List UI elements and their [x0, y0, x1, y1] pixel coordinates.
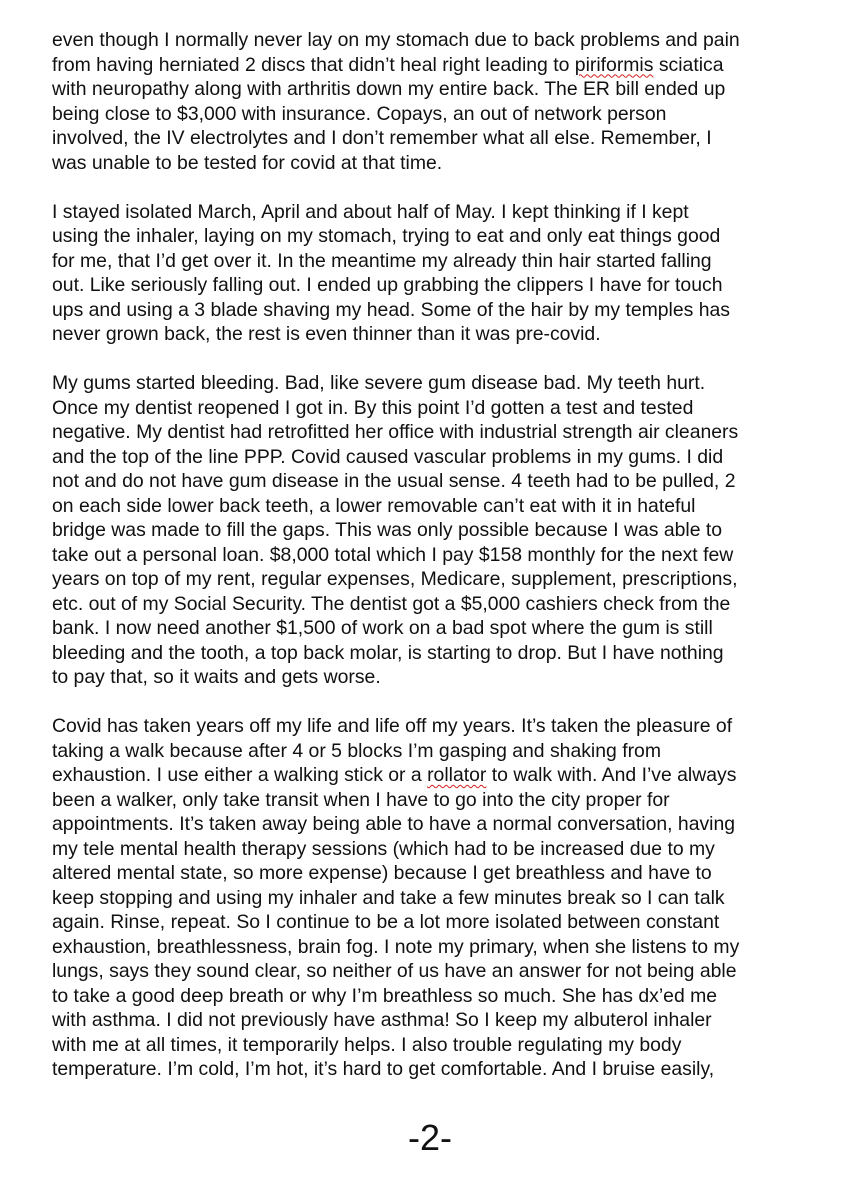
text-line [52, 371, 852, 396]
text-line [52, 77, 852, 102]
text-line [52, 396, 852, 421]
text-line [52, 224, 852, 249]
text-segment: I stayed isolated March, April and about half of May. I kept thinking if I kept [52, 200, 689, 223]
text-segment: not and do not have gum disease in the usual sense. 4 teeth had to be pulled, 2 [52, 470, 736, 492]
text-line [52, 273, 852, 298]
text-line [52, 641, 852, 666]
text-line [52, 959, 852, 984]
text-line [52, 665, 852, 690]
text-line [52, 445, 852, 470]
paragraph [52, 28, 852, 175]
text-line [52, 812, 852, 837]
text-segment: with me at all times, it temporarily helps. I also trouble regulating my body [52, 1033, 682, 1056]
text-segment: taking a walk because after 4 or 5 blocks I’m gasping and shaking from [52, 739, 661, 762]
text-line [52, 543, 852, 568]
text-segment: Covid has taken years off my life and life off my years. It’s taken the pleasure of [52, 715, 733, 737]
text-line [52, 788, 852, 813]
text-segment: again. Rinse, repeat. So I continue to be a lot more isolated between constant [52, 911, 720, 933]
text-line [52, 518, 852, 543]
text-segment: my tele mental health therapy sessions (which had to be increased due to my [52, 837, 715, 860]
text-line [52, 592, 852, 617]
text-segment: to take a good deep breath or why I’m breathless so much. She has dx’ed me [52, 984, 718, 1007]
text-segment: bleeding and the tooth, a top back molar, is starting to drop. But I have nothing [52, 641, 724, 664]
text-segment: exhaustion, breathlessness, brain fog. I note my primary, when she listens to my [52, 935, 740, 958]
text-segment: involved, the IV electrolytes and I don’t remember what all else. Remember, I [52, 127, 712, 149]
text-segment: on each side lower back teeth, a lower removable can’t eat with it in hateful [52, 494, 696, 517]
text-line [52, 1057, 852, 1082]
text-line [52, 886, 852, 911]
text-segment: years on top of my rent, regular expenses, Medicare, supplement, prescriptions, [52, 568, 738, 590]
text-line [52, 102, 852, 127]
text-line [52, 298, 852, 323]
text-segment: sciatica [653, 53, 724, 76]
text-line [52, 1008, 852, 1033]
text-segment: negative. My dentist had retrofitted her office with industrial strength air cleaners [52, 421, 739, 443]
text-segment: My gums started bleeding. Bad, like severe gum disease bad. My teeth hurt. [52, 372, 706, 394]
text-segment: with asthma. I did not previously have asthma! So I keep my albuterol inhaler [52, 1009, 712, 1031]
paragraph [52, 200, 852, 347]
text-segment: ups and using a 3 blade shaving my head. Some of the hair by my temples has [52, 298, 730, 321]
text-segment: even though I normally never lay on my stomach due to back problems and pain [52, 29, 740, 51]
text-segment: with neuropathy along with arthritis down my entire back. The ER bill ended up [52, 78, 726, 100]
text-segment: using the inhaler, laying on my stomach, trying to eat and only eat things good [52, 225, 721, 247]
text-segment: exhaustion. I use either a walking stick or a [52, 764, 428, 786]
text-line [52, 837, 852, 862]
text-segment: to pay that, so it waits and gets worse. [52, 666, 381, 688]
text-line [52, 200, 852, 225]
text-line [52, 616, 852, 641]
text-segment: out. Like seriously falling out. I ended up grabbing the clippers I have for touch [52, 274, 723, 296]
text-line [52, 910, 852, 935]
text-segment: to walk with. And I’ve always [486, 764, 737, 786]
text-segment: and the top of the line PPP. Covid caused vascular problems in my gums. I did [52, 445, 724, 468]
spellcheck-flagged-word: piriformis [574, 53, 654, 76]
text-line [52, 126, 852, 151]
text-segment: etc. out of my Social Security. The dentist got a $5,000 cashiers check from the [52, 592, 731, 615]
paragraph [52, 714, 852, 1082]
spellcheck-flagged-word: rollator [427, 764, 487, 786]
text-line [52, 763, 852, 788]
text-line [52, 494, 852, 519]
text-segment: temperature. I’m cold, I’m hot, it’s hard to get comfortable. And I bruise easily, [52, 1058, 715, 1080]
text-segment: from having herniated 2 discs that didn’t heal right leading to [52, 53, 575, 76]
text-line [52, 469, 852, 494]
text-segment: never grown back, the rest is even thinner than it was pre-covid. [52, 323, 601, 345]
page-number: -2- [408, 1117, 452, 1158]
text-segment: been a walker, only take transit when I have to go into the city proper for [52, 788, 670, 811]
text-segment: lungs, says they sound clear, so neither of us have an answer for not being able [52, 960, 737, 982]
text-line [52, 322, 852, 347]
text-segment: bank. I now need another $1,500 of work on a bad spot where the gum is still [52, 617, 713, 639]
text-segment: was unable to be tested for covid at that time. [52, 151, 443, 174]
text-segment: appointments. It’s taken away being able to have a normal conversation, having [52, 813, 736, 835]
text-line [52, 984, 852, 1009]
document-body [52, 28, 852, 1106]
text-line [52, 861, 852, 886]
paragraph [52, 371, 852, 690]
text-segment: take out a personal loan. $8,000 total which I pay $158 monthly for the next few [52, 543, 734, 566]
text-segment: for me, that I’d get over it. In the meantime my already thin hair started falling [52, 249, 712, 272]
text-line [52, 567, 852, 592]
text-segment: altered mental state, so more expense) because I get breathless and have to [52, 862, 712, 884]
text-segment: Once my dentist reopened I got in. By this point I’d gotten a test and tested [52, 396, 694, 419]
text-segment: keep stopping and using my inhaler and take a few minutes break so I can talk [52, 886, 725, 909]
text-line [52, 1033, 852, 1058]
text-line [52, 714, 852, 739]
text-line [52, 28, 852, 53]
text-line [52, 739, 852, 764]
text-line [52, 249, 852, 274]
text-line [52, 53, 852, 78]
text-line [52, 151, 852, 176]
text-line [52, 935, 852, 960]
text-segment: being close to $3,000 with insurance. Copays, an out of network person [52, 102, 667, 125]
text-line [52, 420, 852, 445]
text-segment: bridge was made to fill the gaps. This was only possible because I was able to [52, 519, 723, 541]
